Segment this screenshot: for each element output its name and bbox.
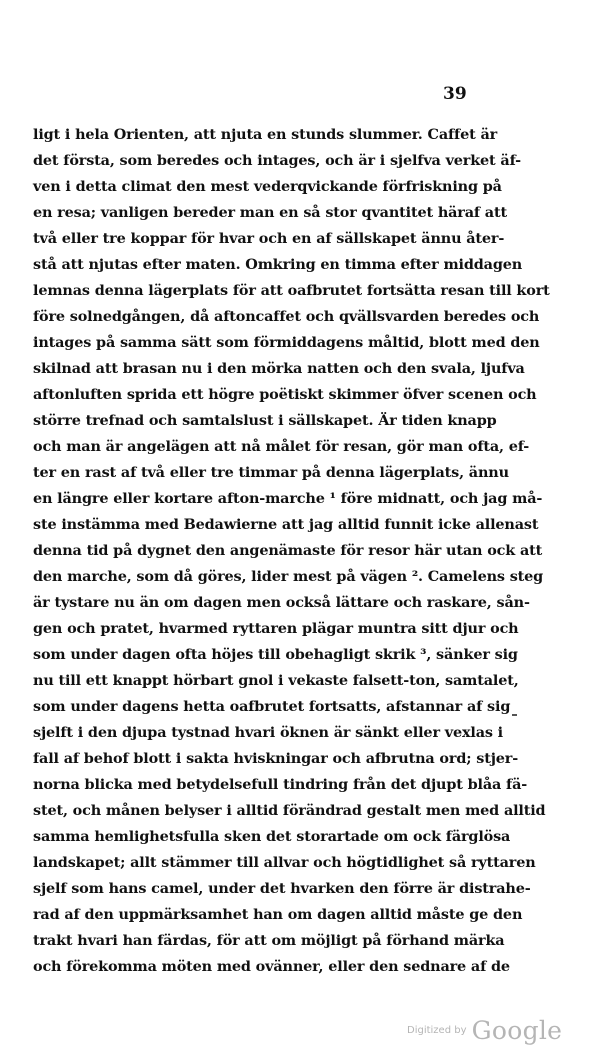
text-line: nu till ett knappt hörbart gnol i vekaste falsett-ton, samtalet, [33, 672, 519, 689]
digitized-watermark [407, 1016, 562, 1045]
text-line: fall af behof blott i sakta hviskningar och afbrutna ord; stjer- [33, 750, 519, 767]
text-line: landskapet; allt stämmer till allvar och högtidlighet så ryttaren [33, 854, 536, 871]
text-line: före solnedgången, då aftoncaffet och qvällsvarden beredes och [33, 308, 540, 325]
watermark-prefix: Digitized by [407, 1025, 467, 1036]
text-line: skilnad att brasan nu i den mörka natten och den svala, ljufva [33, 360, 525, 377]
text-line: ste instämma med Bedawierne att jag alltid funnit icke allenast [33, 516, 539, 533]
text-line: intages på samma sätt som förmiddagens måltid, blott med den [33, 334, 540, 351]
text-line: ven i detta climat den mest vederqvickande förfriskning på [33, 178, 502, 195]
watermark-brand: Google [471, 1016, 563, 1045]
text-line: och förekomma möten med ovänner, eller den sednare af de [33, 958, 510, 975]
text-line: sjelf som hans camel, under det hvarken den förre är distrahe- [33, 880, 531, 897]
text-line: denna tid på dygnet den angenämaste för resor här utan ock att [33, 542, 543, 559]
margin-mark [512, 714, 517, 716]
text-line: som under dagens hetta oafbrutet fortsatts, afstannar af sig [33, 698, 511, 715]
text-line: större trefnad och samtalslust i sällskapet. Är tiden knapp [33, 412, 497, 429]
text-line: det första, som beredes och intages, och är i sjelfva verket äf- [33, 152, 521, 169]
text-line: samma hemlighetsfulla sken det storartade om ock färglösa [33, 828, 511, 845]
text-line: stet, och månen belyser i alltid förändrad gestalt men med alltid [33, 802, 546, 819]
text-line: norna blicka med betydelsefull tindring från det djupt blåa fä- [33, 776, 528, 793]
text-line: en resa; vanligen bereder man en så stor qvantitet häraf att [33, 204, 507, 221]
text-line: stå att njutas efter maten. Omkring en timma efter middagen [33, 256, 523, 273]
text-line: är tystare nu än om dagen men också lättare och raskare, sån- [33, 594, 530, 611]
text-line: sjelft i den djupa tystnad hvari öknen är sänkt eller vexlas i [33, 724, 503, 741]
page-number: 39 [443, 84, 467, 104]
text-line: och man är angelägen att nå målet för resan, gör man ofta, ef- [33, 438, 530, 455]
text-line: rad af den uppmärksamhet han om dagen alltid måste ge den [33, 906, 523, 923]
text-line: trakt hvari han färdas, för att om möjligt på förhand märka [33, 932, 505, 949]
text-line: gen och pratet, hvarmed ryttaren plägar muntra sitt djur och [33, 620, 519, 637]
text-line: ligt i hela Orienten, att njuta en stunds slummer. Caffet är [33, 126, 498, 143]
text-line: aftonluften sprida ett högre poëtiskt skimmer öfver scenen och [33, 386, 537, 403]
text-line: som under dagen ofta höjes till obehagligt skrik ³, sänker sig [33, 646, 518, 663]
text-line: en längre eller kortare afton-marche ¹ före midnatt, och jag må- [33, 490, 543, 507]
body-text [33, 122, 550, 980]
text-line: två eller tre koppar för hvar och en af sällskapet ännu åter- [33, 230, 505, 247]
text-line: den marche, som då göres, lider mest på vägen ². Camelens steg [33, 568, 544, 585]
text-line: lemnas denna lägerplats för att oafbrutet fortsätta resan till kort [33, 282, 550, 299]
text-line: ter en rast af två eller tre timmar på denna lägerplats, ännu [33, 464, 509, 481]
